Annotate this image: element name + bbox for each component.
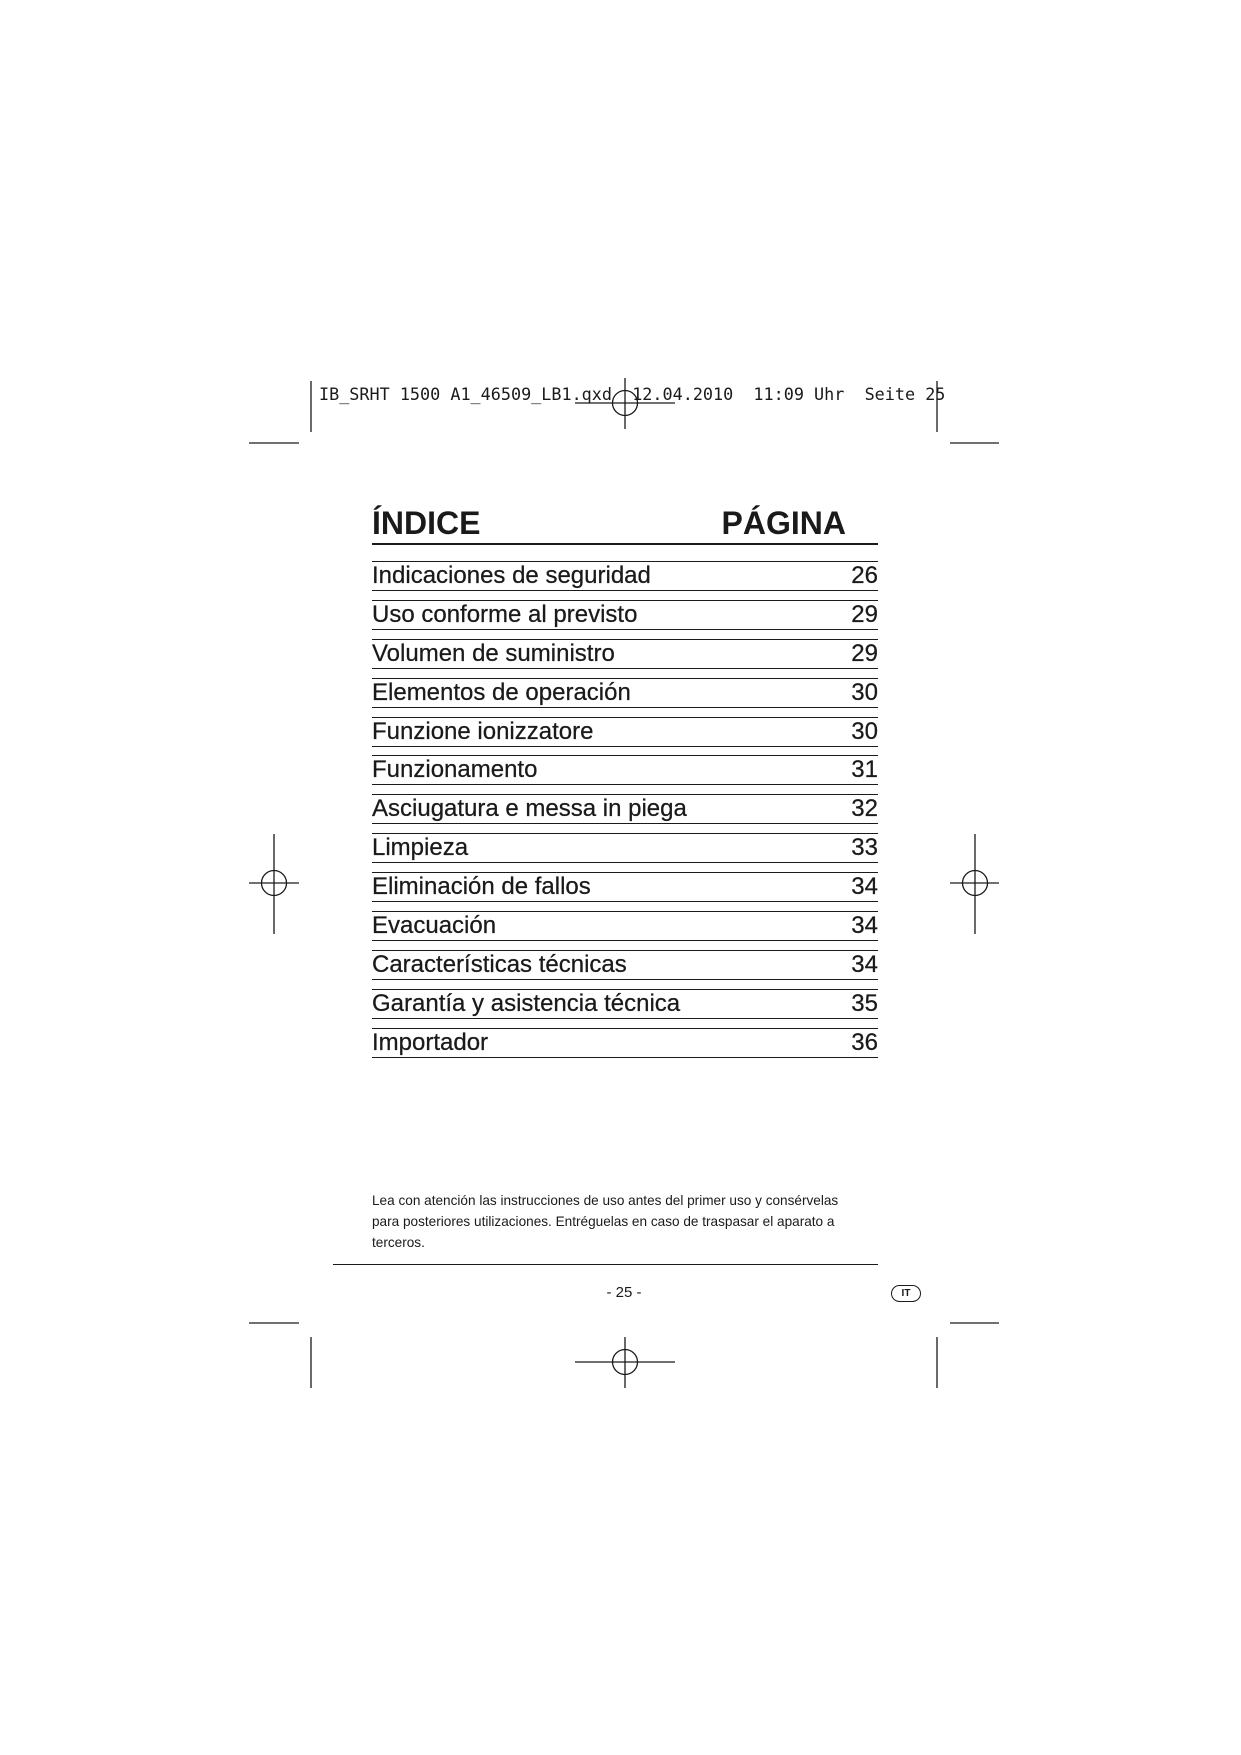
- toc-entry-title: Importador: [372, 1028, 489, 1056]
- usage-note: [372, 1190, 878, 1253]
- toc-entry-title: Funzionamento: [372, 756, 538, 784]
- toc-entry: [372, 561, 878, 591]
- registration-mark-bottom: [575, 1337, 675, 1388]
- language-badge: IT: [891, 1285, 921, 1302]
- toc-entry: [372, 600, 878, 630]
- usage-note-line: Lea con atención las instrucciones de uso antes del primer uso y consérvelas: [372, 1193, 839, 1208]
- registration-mark-right: [950, 834, 999, 934]
- toc-entry-page: 33: [851, 834, 878, 862]
- toc-entry-page: 34: [851, 912, 878, 940]
- toc-entry: [372, 911, 878, 941]
- toc-entry: [372, 678, 878, 708]
- toc-entry-page: 32: [851, 795, 878, 823]
- crop-mark-bottom-right: [937, 1323, 999, 1388]
- toc-entry-page: 35: [851, 989, 878, 1017]
- toc-heading: ÍNDICE: [372, 505, 481, 541]
- crop-mark-top-left: [249, 381, 311, 443]
- usage-note-line: para posteriores utilizaciones. Entréguelas en caso de traspasar el aparato a: [372, 1214, 835, 1229]
- toc-entry-title: Garantía y asistencia técnica: [372, 989, 681, 1017]
- toc-entry-page: 29: [851, 600, 878, 628]
- toc-entry: [372, 717, 878, 747]
- crop-mark-bottom-left: [249, 1323, 311, 1388]
- toc-entry-page: 31: [851, 756, 878, 784]
- toc-entry-title: Elementos de operación: [372, 678, 631, 706]
- toc-entry-page: 30: [851, 678, 878, 706]
- toc-entry-page: 30: [851, 717, 878, 745]
- toc-entry-title: Funzione ionizzatore: [372, 717, 594, 745]
- toc-entry: [372, 794, 878, 824]
- toc-entry: [372, 989, 878, 1019]
- toc-entry-page: 36: [851, 1028, 878, 1056]
- usage-note-line: terceros.: [372, 1235, 425, 1250]
- crop-mark-top-right: [937, 381, 999, 443]
- toc-entry: [372, 833, 878, 863]
- toc-entry-page: 34: [851, 873, 878, 901]
- footer-divider: [333, 1264, 878, 1265]
- toc-entry-title: Evacuación: [372, 912, 497, 940]
- toc-entry-title: Asciugatura e messa in piega: [372, 795, 687, 823]
- page-column-heading: PÁGINA: [721, 505, 846, 541]
- page-number: - 25 -: [606, 1284, 642, 1301]
- toc-entry-page: 29: [851, 639, 878, 667]
- toc-entry: [372, 950, 878, 980]
- toc-entry: [372, 755, 878, 785]
- toc-entry: [372, 639, 878, 669]
- toc-entry-title: Indicaciones de seguridad: [372, 562, 651, 589]
- toc-entry-title: Volumen de suministro: [372, 639, 615, 667]
- toc-entry-title: Limpieza: [372, 834, 469, 862]
- toc-entry-title: Características técnicas: [372, 950, 627, 978]
- registration-mark-left: [249, 834, 299, 934]
- toc-entry: [372, 1028, 878, 1058]
- toc-entry-page: 34: [851, 950, 878, 978]
- table-of-contents: [372, 561, 878, 1067]
- toc-header: [372, 503, 878, 545]
- slug-line: IB_SRHT 1500 A1_46509_LB1.qxd 12.04.2010 11:09 Uhr Seite 25: [319, 384, 946, 404]
- toc-entry-title: Eliminación de fallos: [372, 873, 591, 901]
- toc-entry-title: Uso conforme al previsto: [372, 600, 638, 628]
- registration-mark-top: [575, 378, 675, 429]
- toc-entry-page: 26: [851, 562, 878, 589]
- toc-entry: [372, 872, 878, 902]
